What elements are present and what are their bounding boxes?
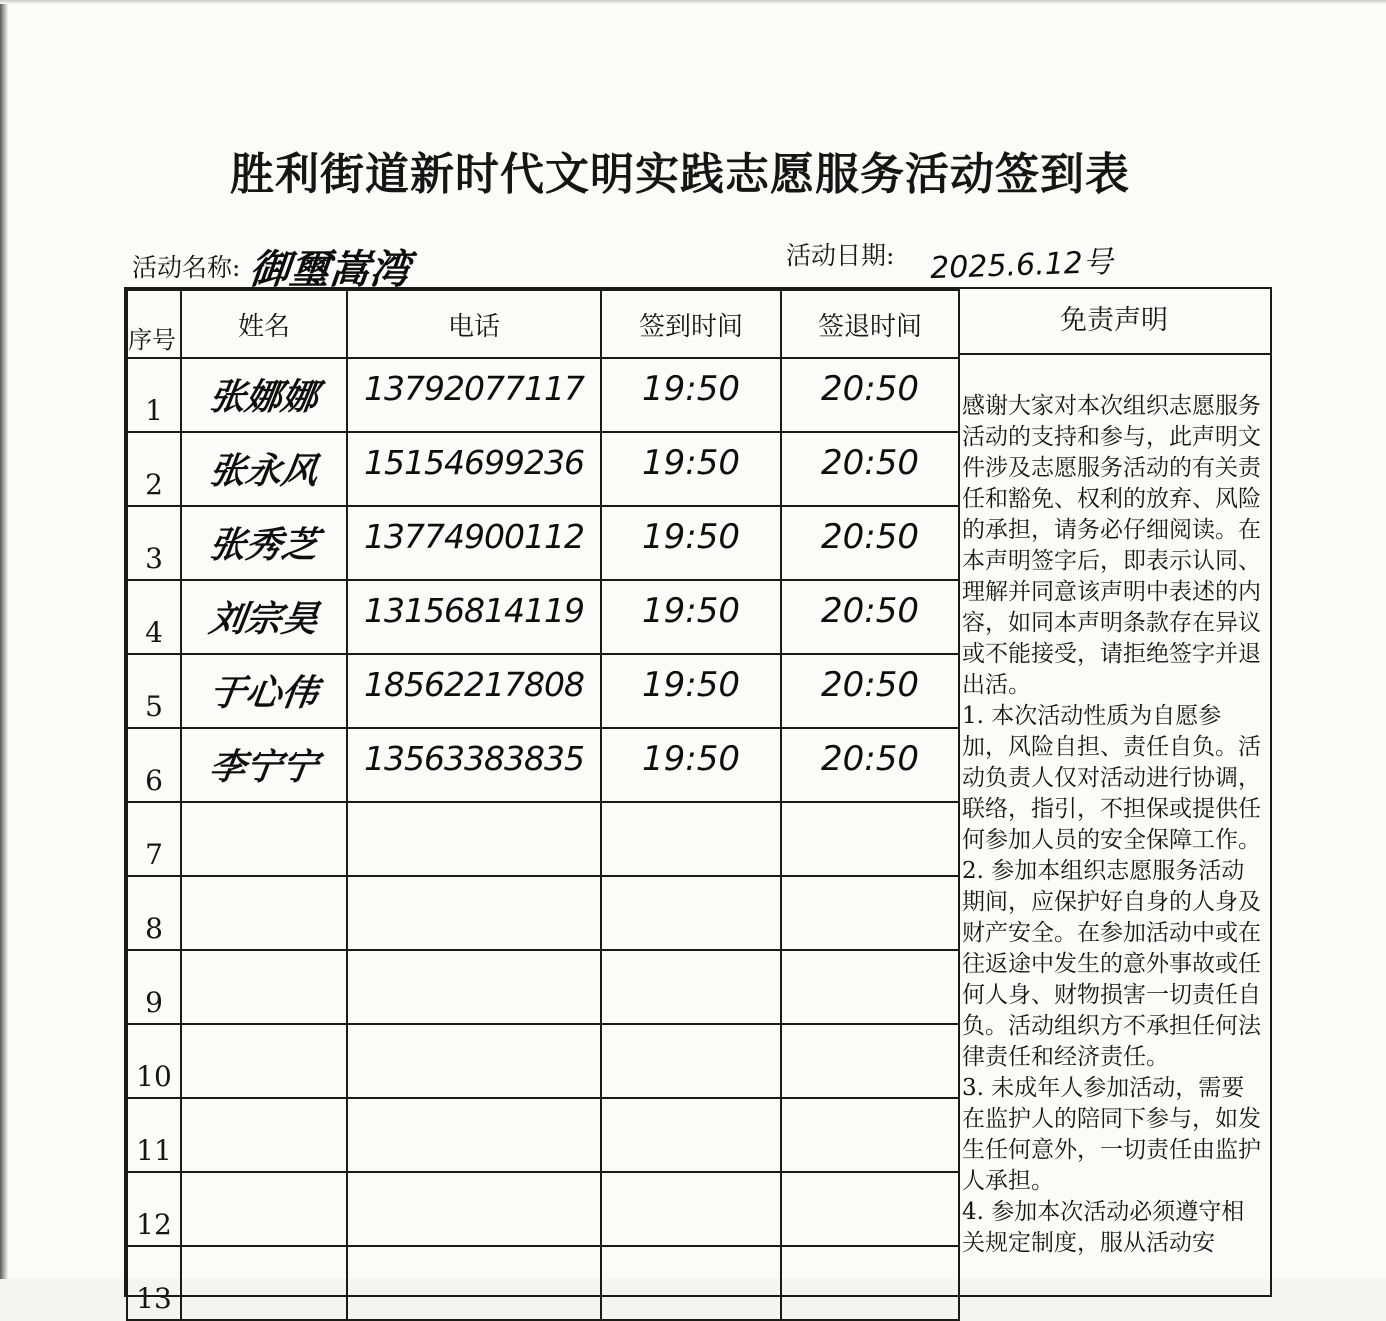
handwritten-phone: 13774900112 <box>364 517 584 556</box>
signature-name: 张秀芝 <box>206 525 321 566</box>
sign-in-cell <box>601 654 781 728</box>
sign-in-cell <box>601 1024 781 1098</box>
table-row <box>127 358 959 432</box>
table-body <box>127 358 959 1320</box>
activity-date-label: 活动日期: <box>786 241 895 270</box>
phone-cell <box>347 1024 601 1098</box>
table-row <box>127 654 959 728</box>
handwritten-phone: 13156814119 <box>364 591 584 630</box>
sign-in-cell <box>601 876 781 950</box>
name-cell <box>181 1246 347 1320</box>
handwritten-sign-out-time: 20:50 <box>821 591 919 631</box>
handwritten-sign-out-time: 20:50 <box>821 739 919 779</box>
row-number: 3 <box>127 506 181 580</box>
sign-out-cell <box>781 580 959 654</box>
sign-out-cell <box>781 1246 959 1320</box>
name-cell <box>181 802 347 876</box>
sign-out-cell <box>781 358 959 432</box>
table-row <box>127 432 959 506</box>
row-number: 9 <box>127 950 181 1024</box>
sign-in-cell <box>601 432 781 506</box>
disclaimer-paragraph: 4. 参加本次活动必须遵守相关规定制度，服从活动安 <box>962 1199 1245 1256</box>
activity-date-handwritten: 2025.6.12号 <box>929 244 1114 287</box>
name-cell <box>181 950 347 1024</box>
header-sign-out: 签退时间 <box>781 290 959 358</box>
table-row <box>127 1246 959 1320</box>
name-cell <box>181 1098 347 1172</box>
sign-in-cell <box>601 580 781 654</box>
table-row <box>127 1172 959 1246</box>
paper-edge-shadow <box>0 0 8 1279</box>
handwritten-sign-in-time: 19:50 <box>642 739 740 779</box>
name-cell <box>181 654 347 728</box>
header-no: 序号 <box>127 290 181 358</box>
disclaimer-heading: 免责声明 <box>958 289 1270 355</box>
handwritten-phone: 13563383835 <box>364 739 584 778</box>
handwritten-sign-out-time: 20:50 <box>821 369 919 409</box>
sign-out-cell <box>781 432 959 506</box>
phone-cell <box>347 506 601 580</box>
sign-out-cell <box>781 654 959 728</box>
name-cell <box>181 358 347 432</box>
name-cell <box>181 580 347 654</box>
phone-cell <box>347 1172 601 1246</box>
sign-in-table <box>126 289 960 1321</box>
signature-name: 李宁宁 <box>206 747 321 788</box>
header-name: 姓名 <box>181 290 347 358</box>
phone-cell <box>347 1246 601 1320</box>
handwritten-sign-out-time: 20:50 <box>821 517 919 557</box>
phone-cell <box>347 728 601 802</box>
table-row <box>127 580 959 654</box>
sign-out-cell <box>781 950 959 1024</box>
handwritten-sign-in-time: 19:50 <box>642 591 740 631</box>
sign-out-cell <box>781 1024 959 1098</box>
handwritten-phone: 18562217808 <box>364 665 584 704</box>
sign-out-cell <box>781 1098 959 1172</box>
activity-name-label: 活动名称: <box>132 253 241 282</box>
name-cell <box>181 1172 347 1246</box>
table-row <box>127 950 959 1024</box>
table-row <box>127 876 959 950</box>
sign-in-cell <box>601 506 781 580</box>
handwritten-sign-in-time: 19:50 <box>642 517 740 557</box>
signature-name: 于心伟 <box>206 673 321 714</box>
sign-out-cell <box>781 1172 959 1246</box>
row-number: 2 <box>127 432 181 506</box>
handwritten-phone: 13792077117 <box>364 369 584 408</box>
table-row <box>127 1098 959 1172</box>
disclaimer-paragraph: 感谢大家对本次组织志愿服务活动的支持和参与，此声明文件涉及志愿服务活动的有关责任和豁免、权利的放弃、风险的承担，请务必仔细阅读。在本声明签字后，即表示认同、理解并同意该声明中表述的内容，如同本声明条款存在异议或不能接受，请拒绝签字并退出活。 <box>962 393 1261 698</box>
paper-top-shadow <box>0 0 1386 4</box>
name-cell <box>181 506 347 580</box>
disclaimer-paragraph: 3. 未成年人参加活动，需要在监护人的陪同下参与，如发生任何意外，一切责任由监护人承担。 <box>962 1075 1261 1194</box>
phone-cell <box>347 802 601 876</box>
table-header-row <box>127 290 959 358</box>
sign-in-cell <box>601 1098 781 1172</box>
header-phone: 电话 <box>347 290 601 358</box>
signature-name: 张娜娜 <box>206 377 321 418</box>
phone-cell <box>347 1098 601 1172</box>
handwritten-sign-in-time: 19:50 <box>642 665 740 705</box>
disclaimer-text <box>958 355 1296 1259</box>
row-number: 12 <box>127 1172 181 1246</box>
phone-cell <box>347 950 601 1024</box>
sign-in-cell <box>601 1172 781 1246</box>
phone-cell <box>347 876 601 950</box>
row-number: 7 <box>127 802 181 876</box>
phone-cell <box>347 654 601 728</box>
handwritten-sign-in-time: 19:50 <box>642 443 740 483</box>
disclaimer-column <box>958 289 1296 1299</box>
handwritten-sign-out-time: 20:50 <box>821 443 919 483</box>
handwritten-sign-in-time: 19:50 <box>642 369 740 409</box>
signature-name: 张永风 <box>206 451 321 492</box>
row-number: 11 <box>127 1098 181 1172</box>
row-number: 10 <box>127 1024 181 1098</box>
header-sign-in: 签到时间 <box>601 290 781 358</box>
name-cell <box>181 876 347 950</box>
phone-cell <box>347 358 601 432</box>
row-number: 4 <box>127 580 181 654</box>
table-row <box>127 506 959 580</box>
row-number: 8 <box>127 876 181 950</box>
row-number: 5 <box>127 654 181 728</box>
sign-out-cell <box>781 506 959 580</box>
sign-in-cell <box>601 1246 781 1320</box>
sign-in-cell <box>601 358 781 432</box>
sign-in-cell <box>601 802 781 876</box>
row-number: 1 <box>127 358 181 432</box>
name-cell <box>181 1024 347 1098</box>
name-cell <box>181 728 347 802</box>
name-cell <box>181 432 347 506</box>
table-row <box>127 728 959 802</box>
sign-in-table-frame <box>124 287 1296 1315</box>
activity-name-handwritten: 御璽嵩湾 <box>247 247 413 293</box>
sign-in-cell <box>601 728 781 802</box>
phone-cell <box>347 432 601 506</box>
sign-out-cell <box>781 876 959 950</box>
table-row <box>127 1024 959 1098</box>
sign-out-cell <box>781 802 959 876</box>
signature-name: 刘宗昊 <box>206 599 321 640</box>
table-row <box>127 802 959 876</box>
phone-cell <box>347 580 601 654</box>
row-number: 13 <box>127 1246 181 1320</box>
disclaimer-paragraph: 1. 本次活动性质为自愿参加，风险自担、责任自负。活动负责人仅对活动进行协调，联络，指引，不担保或提供任何参加人员的安全保障工作。 2. 参加本组织志愿服务活动期间，应保护好自身的人身及财产安全。在参加活动中或在往返途中发生的意外事故或任何人身、财物损害一切责任自负。活动组织方不承担任何法律责任和经济责任。 <box>962 703 1296 1070</box>
row-number: 6 <box>127 728 181 802</box>
handwritten-phone: 15154699236 <box>364 443 584 482</box>
sign-in-cell <box>601 950 781 1024</box>
handwritten-sign-out-time: 20:50 <box>821 665 919 705</box>
sign-out-cell <box>781 728 959 802</box>
document-title: 胜利街道新时代文明实践志愿服务活动签到表 <box>230 149 1130 200</box>
